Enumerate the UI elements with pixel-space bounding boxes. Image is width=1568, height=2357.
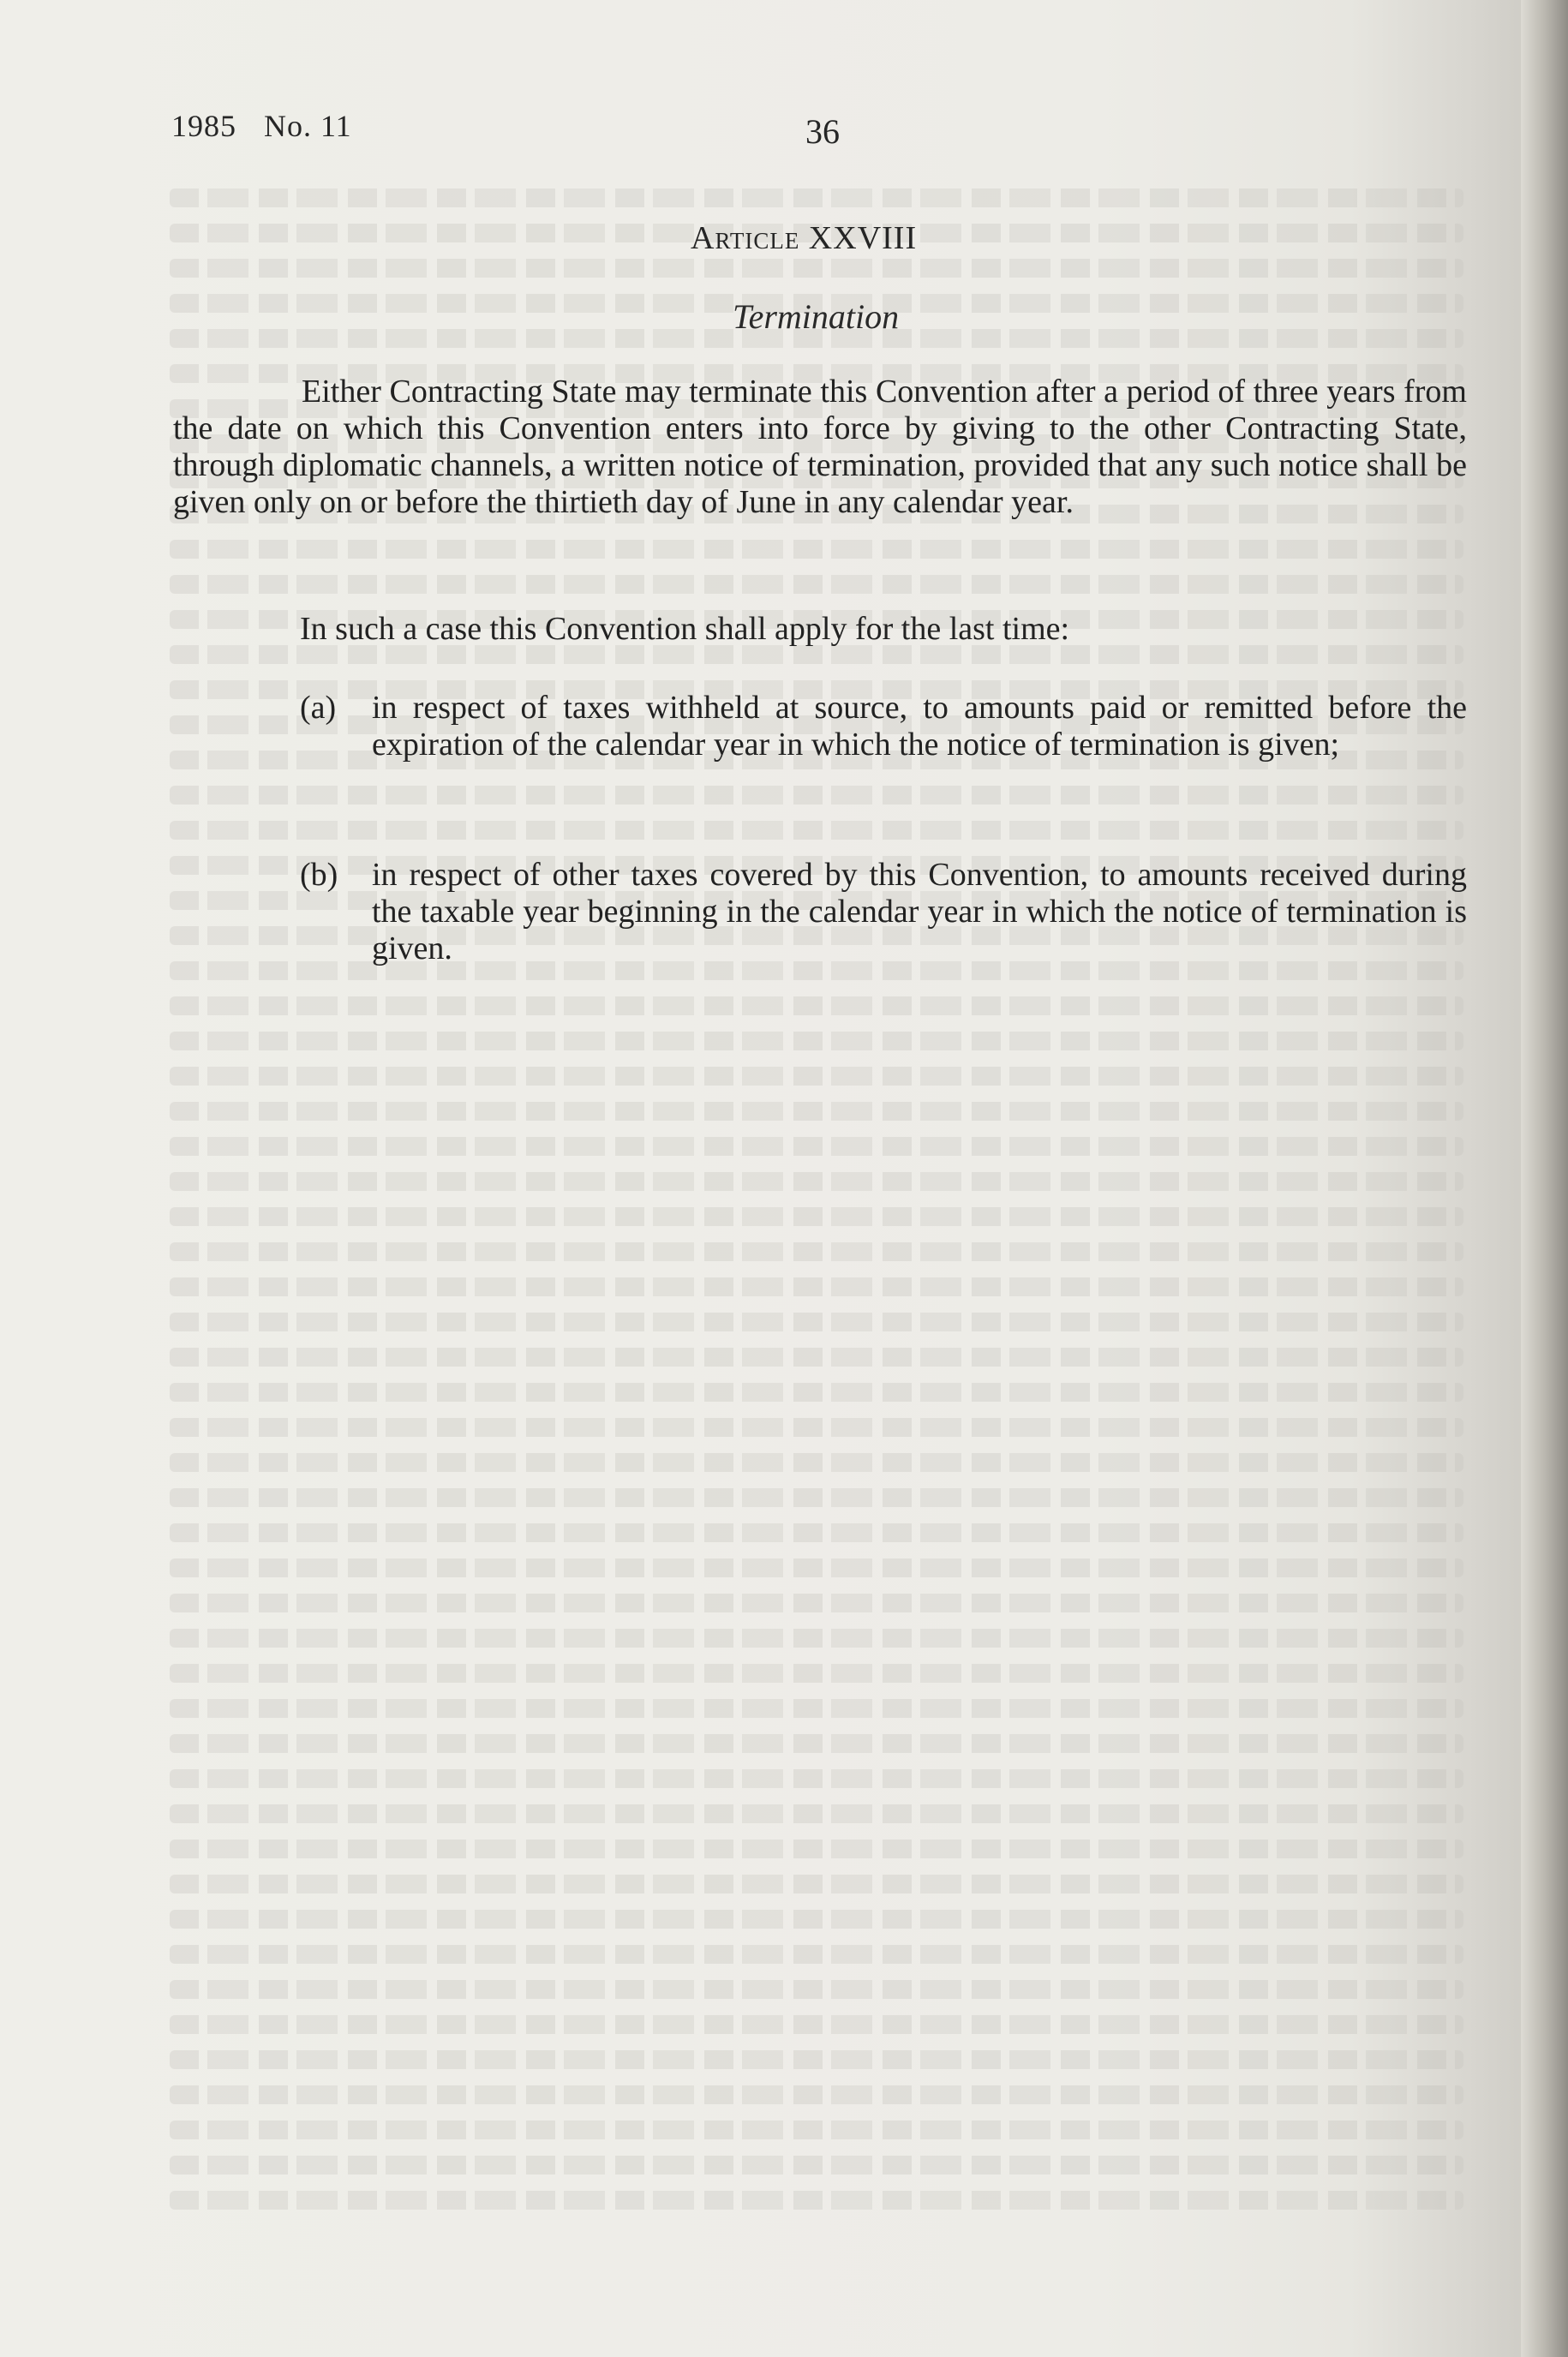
bleed-line [170,1594,1463,1612]
bleed-line [170,996,1463,1015]
bleed-line [170,1067,1463,1086]
page-number: 36 [805,112,840,151]
bleed-line [170,1207,1463,1226]
bleed-line [170,1453,1463,1472]
bleed-line [170,2121,1463,2139]
bleed-line [170,1734,1463,1753]
bleed-line [170,1313,1463,1331]
bleed-line [170,1348,1463,1367]
bleed-line [170,1629,1463,1648]
bleed-line [170,645,1463,664]
bleed-line [170,2015,1463,2034]
page-header [171,108,352,144]
page-edge-shadow [1521,0,1568,2357]
bleed-line [170,1137,1463,1156]
header-year: 1985 [171,109,236,143]
bleed-line [170,1664,1463,1683]
bleed-line [170,1840,1463,1858]
bleed-line [170,786,1463,805]
bleed-line [170,1804,1463,1823]
bleed-line [170,1172,1463,1191]
article-title: Termination [733,297,900,336]
bleed-line [170,1242,1463,1261]
bleed-line [170,821,1463,840]
bleed-line [170,1102,1463,1121]
last-application-intro: In such a case this Convention shall apply for the last time: [300,611,1070,647]
bleed-line [170,1558,1463,1577]
bleed-line [170,1945,1463,1964]
bleed-line [170,2156,1463,2175]
bleed-line [170,575,1463,594]
item-label: (a) [300,690,337,726]
bleed-line [170,1418,1463,1437]
bleed-line [170,1699,1463,1718]
termination-paragraph: Either Contracting State may terminate this Convention after a period of three years from the date on which this Convention enters into force by giving to the other Contracting State, through diplomatic channels, a written notice of termination, provided that any such notice shall be given only on or before the thirtieth day of June in any calendar year. [173,374,1467,520]
bleed-line [170,259,1463,278]
bleed-line [170,1910,1463,1929]
bleed-line [170,1875,1463,1893]
bleed-line [170,1488,1463,1507]
bleed-line [170,188,1463,207]
item-text: in respect of other taxes covered by this Convention, to amounts received during the taxable year beginning in the calendar year in which the notice of termination is given. [372,857,1467,966]
bleed-line [170,1523,1463,1542]
bleed-line [170,2050,1463,2069]
item-label: (b) [300,857,338,893]
article-heading: Article XXVIII [691,220,918,256]
item-text: in respect of taxes withheld at source, to amounts paid or remitted before the expiration of the calendar year in which the notice of termination is given; [372,690,1467,763]
bleed-line [170,540,1463,559]
bleed-line [170,1383,1463,1402]
bleed-line [170,1980,1463,1999]
bleed-line [170,1277,1463,1296]
bleed-line [170,2085,1463,2104]
bleed-line [170,2191,1463,2210]
bleed-line [170,1769,1463,1788]
bleed-line [170,1032,1463,1050]
header-number: No. 11 [264,109,352,143]
